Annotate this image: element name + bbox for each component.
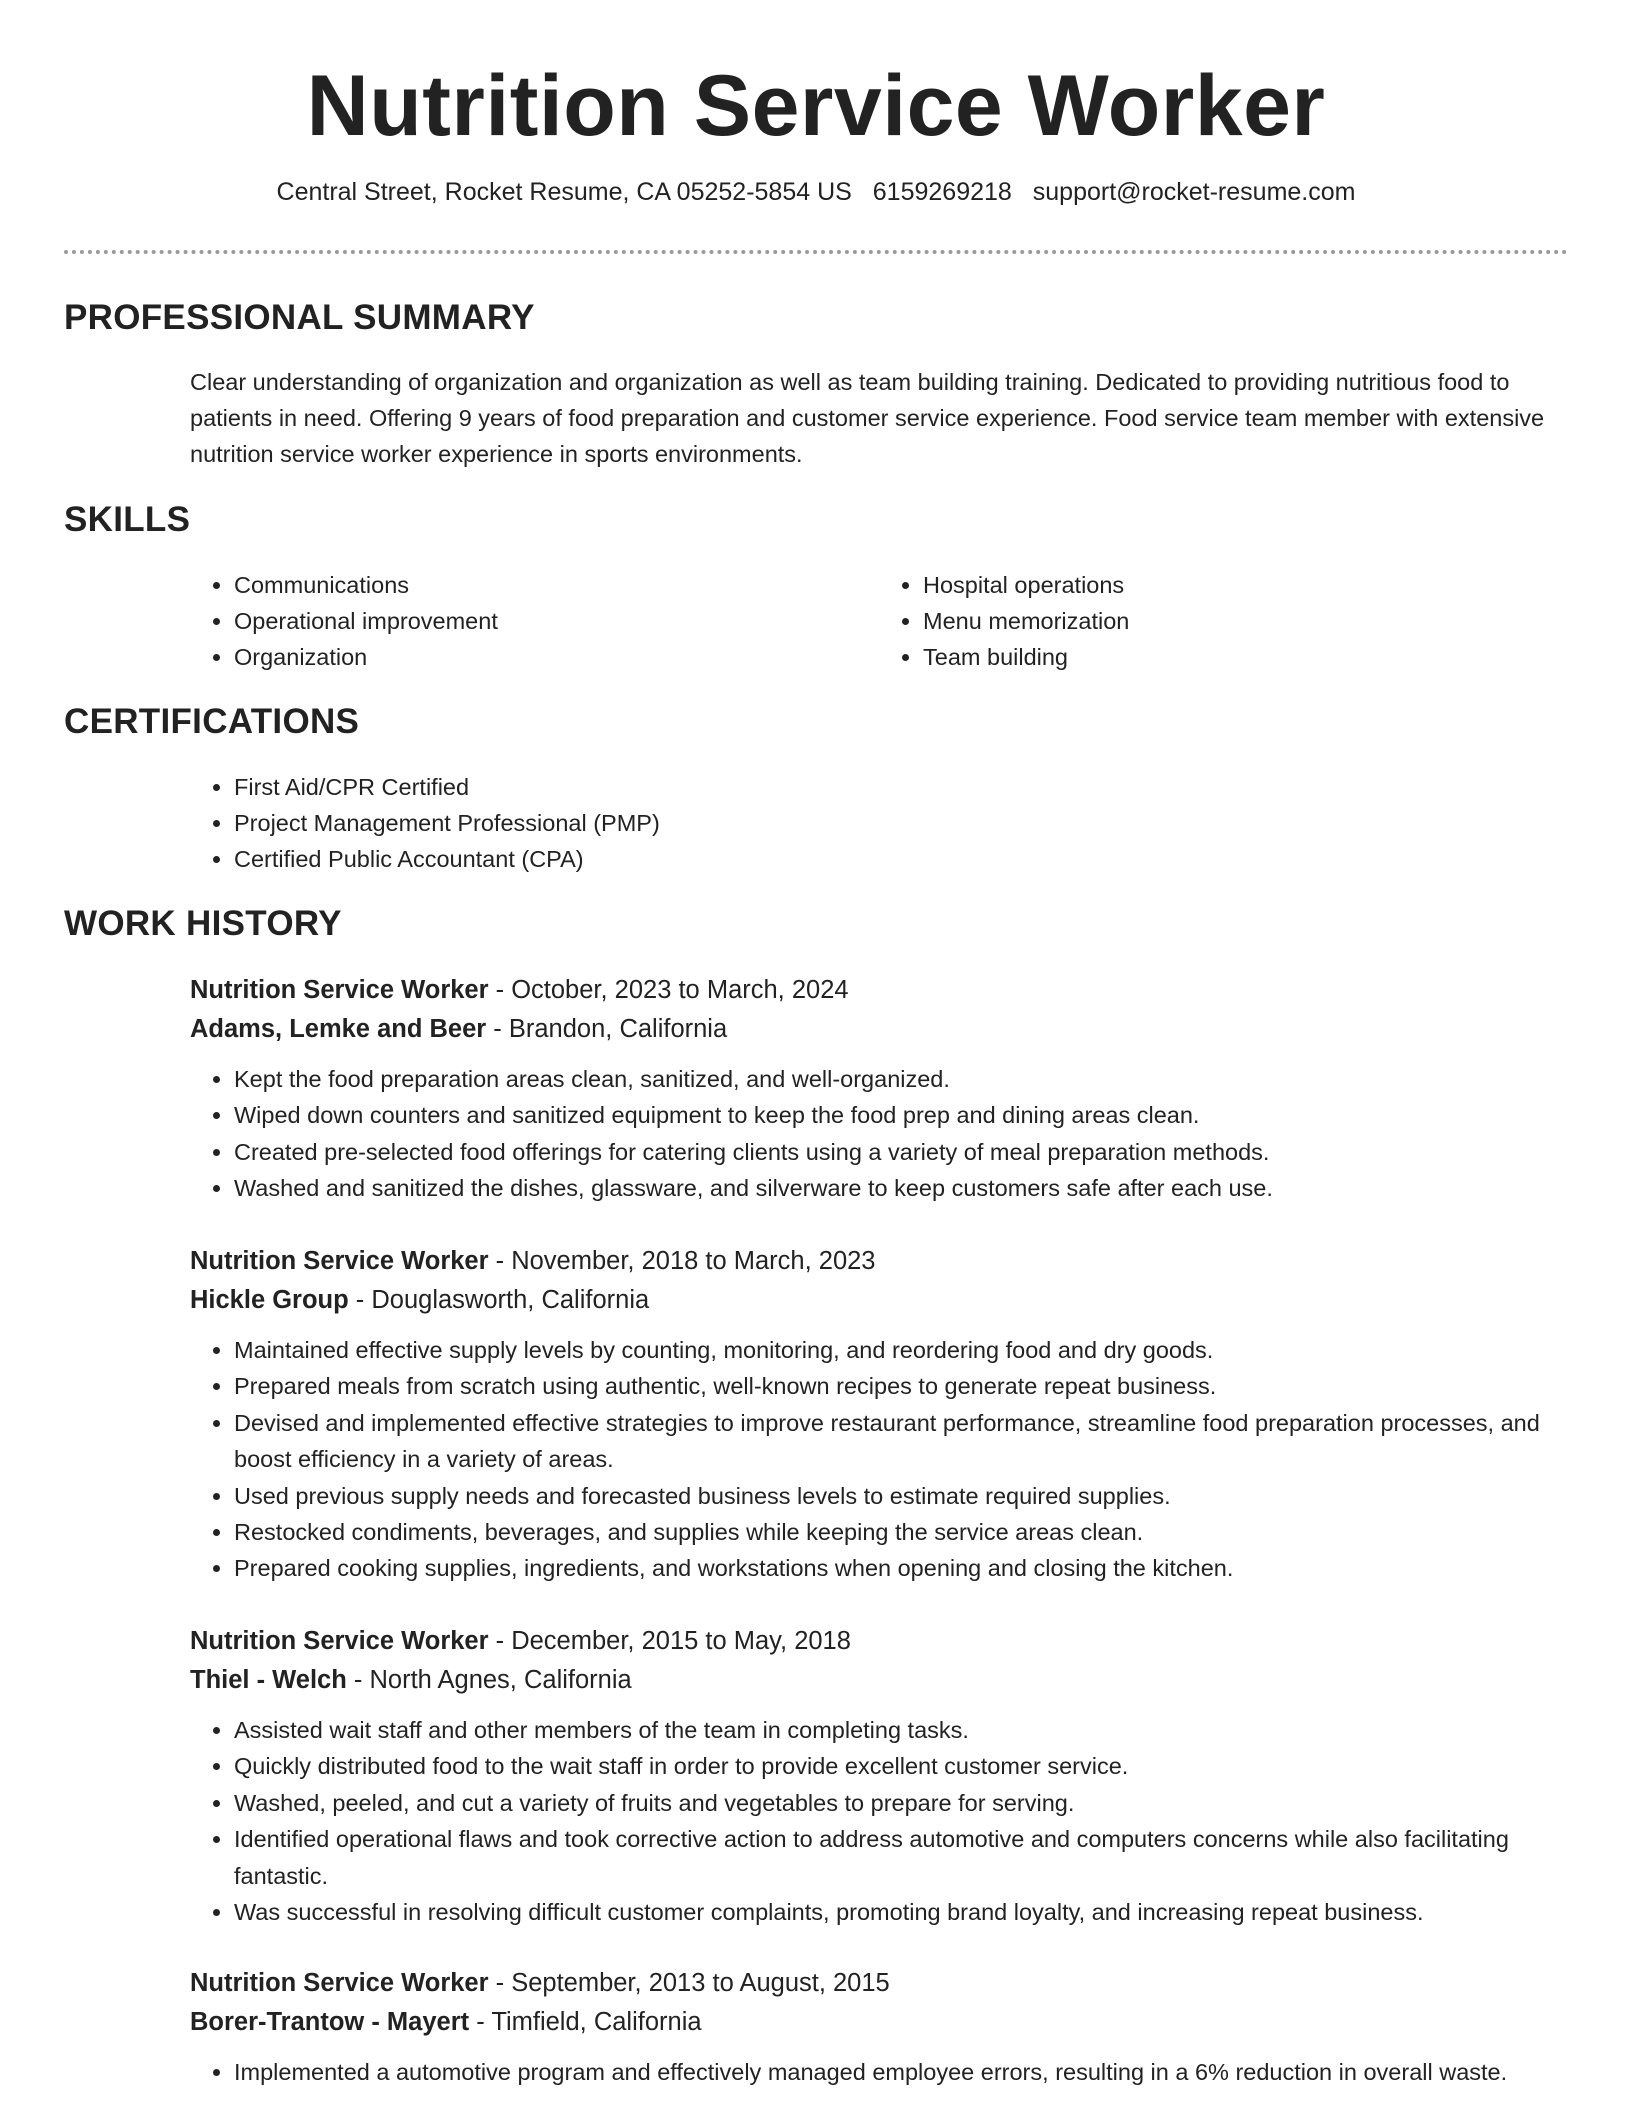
job-bullets xyxy=(190,1332,1568,1587)
skill-item: • Operational improvement xyxy=(234,603,879,639)
summary-text: Clear understanding of organization and organization as well as team building training. Dedicated to providing nutritious food to patients in need. Offering 9 years of food preparation and customer service experience. Food service team member with extensive nutrition service worker experience in sports environments. xyxy=(190,369,1545,467)
job-bullet: • Wiped down counters and sanitized equipment to keep the food prep and dining areas clean. xyxy=(234,1097,1568,1133)
job-location: - North Agnes, California xyxy=(346,1666,632,1694)
work-history-heading: WORK HISTORY xyxy=(64,904,342,943)
job-bullet: • Restocked condiments, beverages, and supplies while keeping the service areas clean. xyxy=(234,1514,1568,1550)
job-company: Adams, Lemke and Beer xyxy=(190,1015,487,1043)
skill-item: • Menu memorization xyxy=(923,603,1568,639)
job-entry xyxy=(190,1622,1568,1930)
job-dates: - November, 2018 to March, 2023 xyxy=(488,1247,876,1275)
job-entry xyxy=(190,971,1568,1207)
email-link[interactable]: support@rocket-resume.com xyxy=(1032,178,1356,206)
job-bullet: • Prepared cooking supplies, ingredients, and workstations when opening and closing the kitchen. xyxy=(234,1550,1568,1586)
job-bullet: • Maintained effective supply levels by counting, monitoring, and reordering food and dry goods. xyxy=(234,1332,1568,1368)
skill-item: • Communications xyxy=(234,567,879,603)
job-company: Hickle Group xyxy=(190,1286,349,1314)
skills-list xyxy=(190,567,1568,675)
job-location: - Douglasworth, California xyxy=(348,1286,650,1314)
job-title-line xyxy=(190,1242,1568,1281)
job-role: Nutrition Service Worker xyxy=(190,1627,489,1655)
job-bullet: • Implemented a automotive program and effectively managed employee errors, resulting in a 6% reduction in overall waste. xyxy=(234,2054,1568,2090)
certifications-list xyxy=(190,769,1568,877)
job-role: Nutrition Service Worker xyxy=(190,976,489,1004)
certification-item: • Certified Public Accountant (CPA) xyxy=(234,841,1568,877)
certifications-bullets xyxy=(190,769,1568,877)
job-entry xyxy=(190,1964,1568,2090)
job-location: - Timfield, California xyxy=(469,2008,702,2036)
job-bullets xyxy=(190,1712,1568,1930)
job-title-line xyxy=(190,1964,1568,2003)
certification-item: • Project Management Professional (PMP) xyxy=(234,805,1568,841)
phone: 6159269218 xyxy=(872,178,1012,206)
job-company-line xyxy=(190,2003,1568,2042)
job-company-line xyxy=(190,1010,1568,1049)
job-dates: - December, 2015 to May, 2018 xyxy=(488,1627,851,1655)
skill-item: • Hospital operations xyxy=(923,567,1568,603)
header-divider xyxy=(64,250,1568,254)
job-bullet: • Devised and implemented effective strategies to improve restaurant performance, streamline food preparation processes, and boost efficiency in a variety of areas. xyxy=(234,1405,1568,1478)
skill-item: • Organization xyxy=(234,639,879,675)
certification-item: • First Aid/CPR Certified xyxy=(234,769,1568,805)
job-bullet: • Was successful in resolving difficult customer complaints, promoting brand loyalty, and increasing repeat business. xyxy=(234,1894,1568,1930)
job-bullet: • Washed and sanitized the dishes, glassware, and silverware to keep customers safe after each use. xyxy=(234,1170,1568,1206)
job-company-line xyxy=(190,1661,1568,1700)
job-company: Thiel - Welch xyxy=(190,1666,347,1694)
job-company-line xyxy=(190,1281,1568,1320)
job-entry xyxy=(190,1242,1568,1587)
candidate-name: Nutrition Service Worker xyxy=(306,58,1326,154)
certifications-heading: CERTIFICATIONS xyxy=(64,702,360,741)
job-bullets xyxy=(190,2054,1568,2090)
job-bullet: • Used previous supply needs and forecasted business levels to estimate required supplies. xyxy=(234,1478,1568,1514)
contact-line xyxy=(64,178,1568,207)
skills-heading: SKILLS xyxy=(64,500,191,539)
job-role: Nutrition Service Worker xyxy=(190,1247,489,1275)
job-bullets xyxy=(190,1061,1568,1207)
job-bullet: • Kept the food preparation areas clean, sanitized, and well-organized. xyxy=(234,1061,1568,1097)
job-bullet: • Washed, peeled, and cut a variety of fruits and vegetables to prepare for serving. xyxy=(234,1785,1568,1821)
address: Central Street, Rocket Resume, CA 05252-5854 US xyxy=(276,178,852,206)
job-bullet: • Created pre-selected food offerings for catering clients using a variety of meal preparation methods. xyxy=(234,1134,1568,1170)
job-title-line xyxy=(190,971,1568,1010)
job-bullet: • Identified operational flaws and took corrective action to address automotive and computers concerns while also facilitating fantastic. xyxy=(234,1821,1568,1894)
summary-heading: PROFESSIONAL SUMMARY xyxy=(64,298,535,337)
skills-column-right xyxy=(879,567,1568,675)
job-bullet: • Assisted wait staff and other members of the team in completing tasks. xyxy=(234,1712,1568,1748)
job-location: - Brandon, California xyxy=(486,1015,728,1043)
job-company: Borer-Trantow - Mayert xyxy=(190,2008,470,2036)
job-bullet: • Prepared meals from scratch using authentic, well-known recipes to generate repeat business. xyxy=(234,1368,1568,1404)
skills-column-left xyxy=(190,567,879,675)
resume-page xyxy=(64,0,1568,2085)
job-dates: - September, 2013 to August, 2015 xyxy=(488,1969,890,1997)
skill-item: • Team building xyxy=(923,639,1568,675)
job-dates: - October, 2023 to March, 2024 xyxy=(488,976,849,1004)
job-title-line xyxy=(190,1622,1568,1661)
job-role: Nutrition Service Worker xyxy=(190,1969,489,1997)
job-bullet: • Quickly distributed food to the wait staff in order to provide excellent customer service. xyxy=(234,1748,1568,1784)
